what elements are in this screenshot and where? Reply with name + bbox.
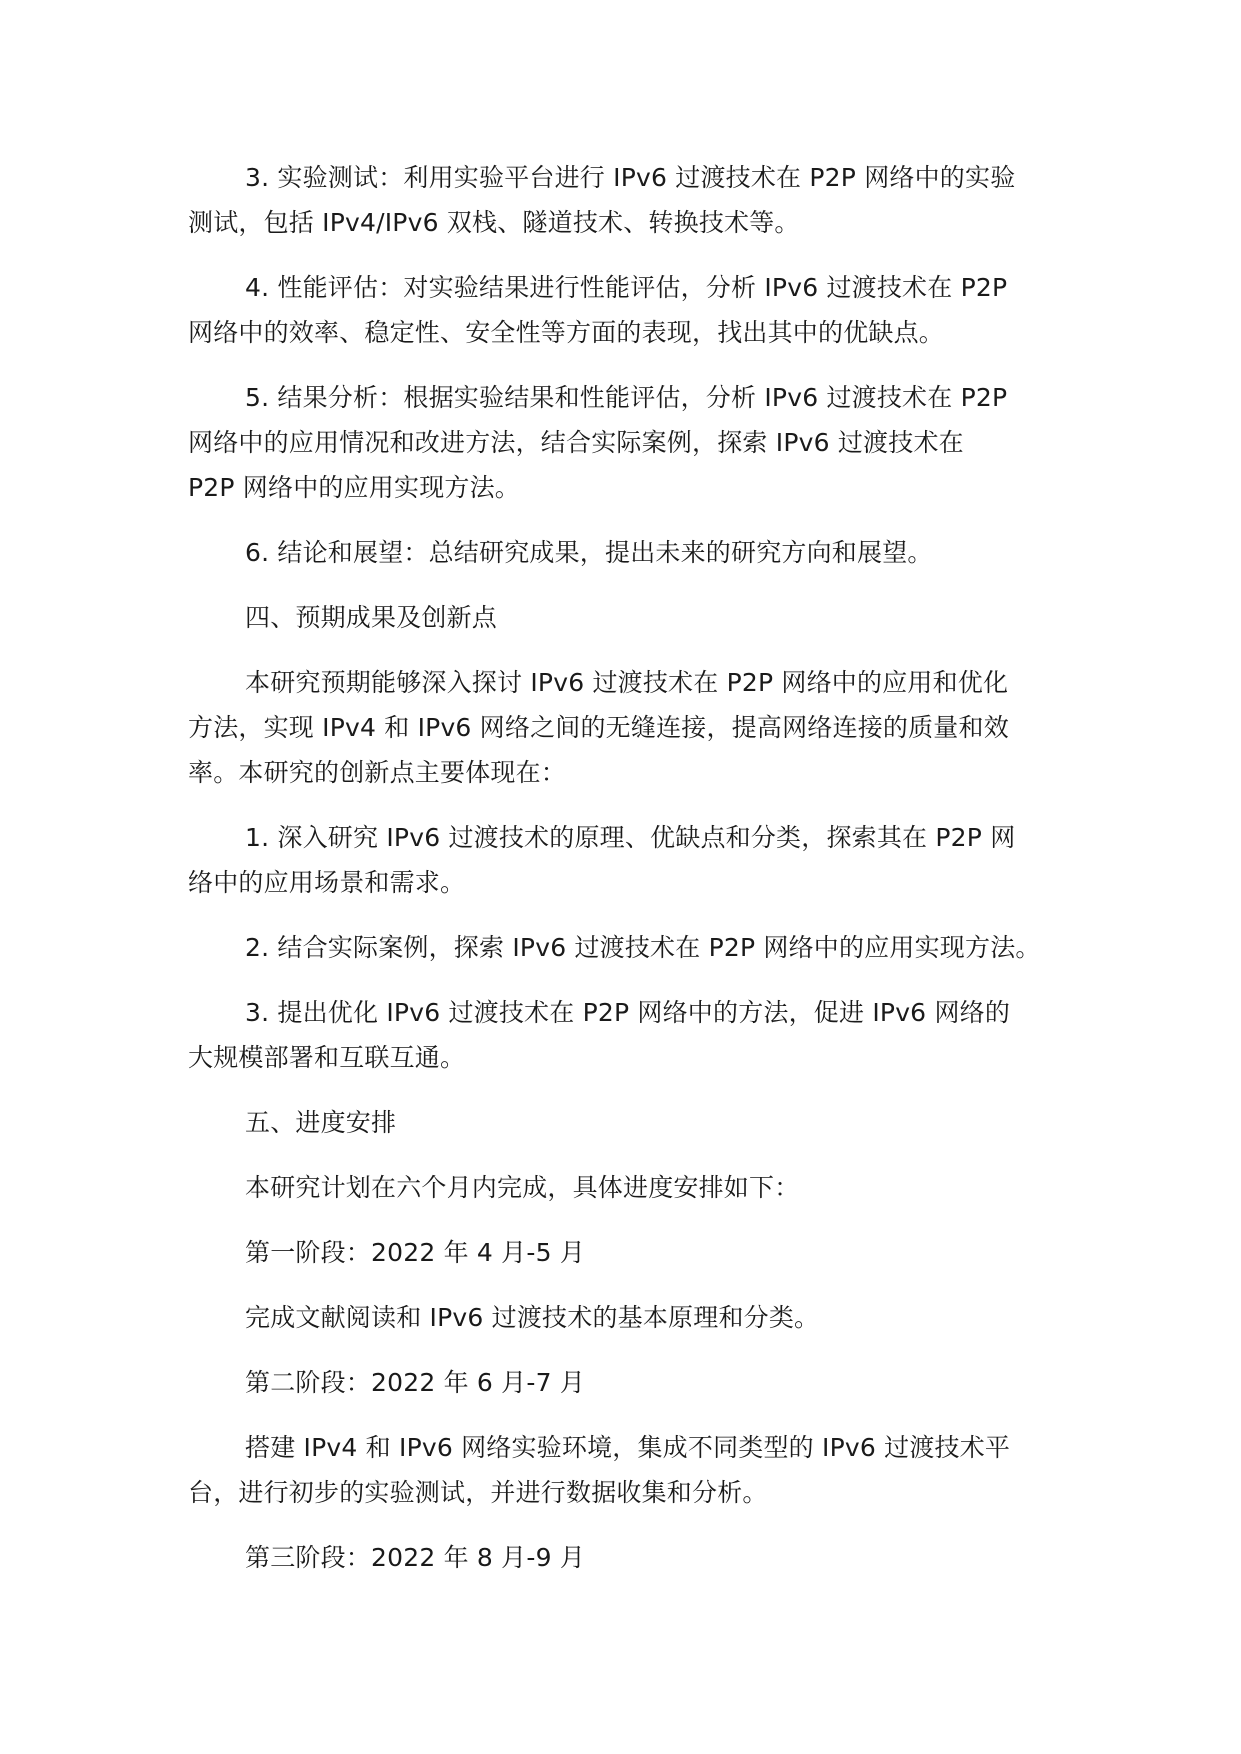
paragraph-line: 方法，实现 IPv4 和 IPv6 网络之间的无缝连接，提高网络连接的质量和效 <box>188 713 1009 742</box>
paragraph-innovation-2 <box>188 925 1068 970</box>
section-heading-text: 四、预期成果及创新点 <box>245 603 498 632</box>
paragraph-result-analysis <box>188 375 1068 510</box>
paragraph-line: 网络中的应用情况和改进方法，结合实际案例，探索 IPv6 过渡技术在 <box>188 428 964 457</box>
paragraph-line: 第三阶段：2022 年 8 月-9 月 <box>245 1543 586 1572</box>
paragraph-line: 网络中的效率、稳定性、安全性等方面的表现，找出其中的优缺点。 <box>188 318 945 347</box>
paragraph-line: P2P 网络中的应用实现方法。 <box>188 473 521 502</box>
paragraph-line: 3. 实验测试：利用实验平台进行 IPv6 过渡技术在 P2P 网络中的实验 <box>245 163 1016 192</box>
paragraph-innovation-3 <box>188 990 1068 1080</box>
section-heading-expected-results <box>188 595 1068 640</box>
paragraph-line: 完成文献阅读和 IPv6 过渡技术的基本原理和分类。 <box>245 1303 820 1332</box>
paragraph-line: 2. 结合实际案例，探索 IPv6 过渡技术在 P2P 网络中的应用实现方法。 <box>245 933 1041 962</box>
schedule-phase-1-desc <box>188 1295 1068 1340</box>
paragraph-line: 率。本研究的创新点主要体现在： <box>188 758 567 787</box>
paragraph-line: 测试，包括 IPv4/IPv6 双栈、隧道技术、转换技术等。 <box>188 208 800 237</box>
paragraph-line: 本研究计划在六个月内完成，具体进度安排如下： <box>245 1173 800 1202</box>
paragraph-line: 3. 提出优化 IPv6 过渡技术在 P2P 网络中的方法，促进 IPv6 网络的 <box>245 998 1011 1027</box>
paragraph-innovation-1 <box>188 815 1068 905</box>
paragraph-expected-results-intro <box>188 660 1068 795</box>
section-heading-text: 五、进度安排 <box>245 1108 397 1137</box>
paragraph-line: 搭建 IPv4 和 IPv6 网络实验环境，集成不同类型的 IPv6 过渡技术平 <box>245 1433 1011 1462</box>
paragraph-performance-evaluation <box>188 265 1068 355</box>
paragraph-conclusion <box>188 530 1068 575</box>
schedule-phase-3-title <box>188 1535 1068 1580</box>
paragraph-line: 台，进行初步的实验测试，并进行数据收集和分析。 <box>188 1478 768 1507</box>
schedule-phase-1-title <box>188 1230 1068 1275</box>
schedule-phase-2-desc <box>188 1425 1068 1515</box>
paragraph-schedule-intro <box>188 1165 1068 1210</box>
section-heading-schedule <box>188 1100 1068 1145</box>
document-body <box>188 155 1068 1600</box>
paragraph-line: 6. 结论和展望：总结研究成果，提出未来的研究方向和展望。 <box>245 538 933 567</box>
paragraph-line: 本研究预期能够深入探讨 IPv6 过渡技术在 P2P 网络中的应用和优化 <box>245 668 1009 697</box>
paragraph-line: 大规模部署和互联互通。 <box>188 1043 466 1072</box>
paragraph-line: 5. 结果分析：根据实验结果和性能评估，分析 IPv6 过渡技术在 P2P <box>245 383 1008 412</box>
paragraph-line: 第一阶段：2022 年 4 月-5 月 <box>245 1238 586 1267</box>
schedule-phase-2-title <box>188 1360 1068 1405</box>
paragraph-line: 第二阶段：2022 年 6 月-7 月 <box>245 1368 586 1397</box>
paragraph-line: 1. 深入研究 IPv6 过渡技术的原理、优缺点和分类，探索其在 P2P 网 <box>245 823 1016 852</box>
paragraph-line: 4. 性能评估：对实验结果进行性能评估，分析 IPv6 过渡技术在 P2P <box>245 273 1008 302</box>
paragraph-line: 络中的应用场景和需求。 <box>188 868 466 897</box>
paragraph-experiment-testing <box>188 155 1068 245</box>
